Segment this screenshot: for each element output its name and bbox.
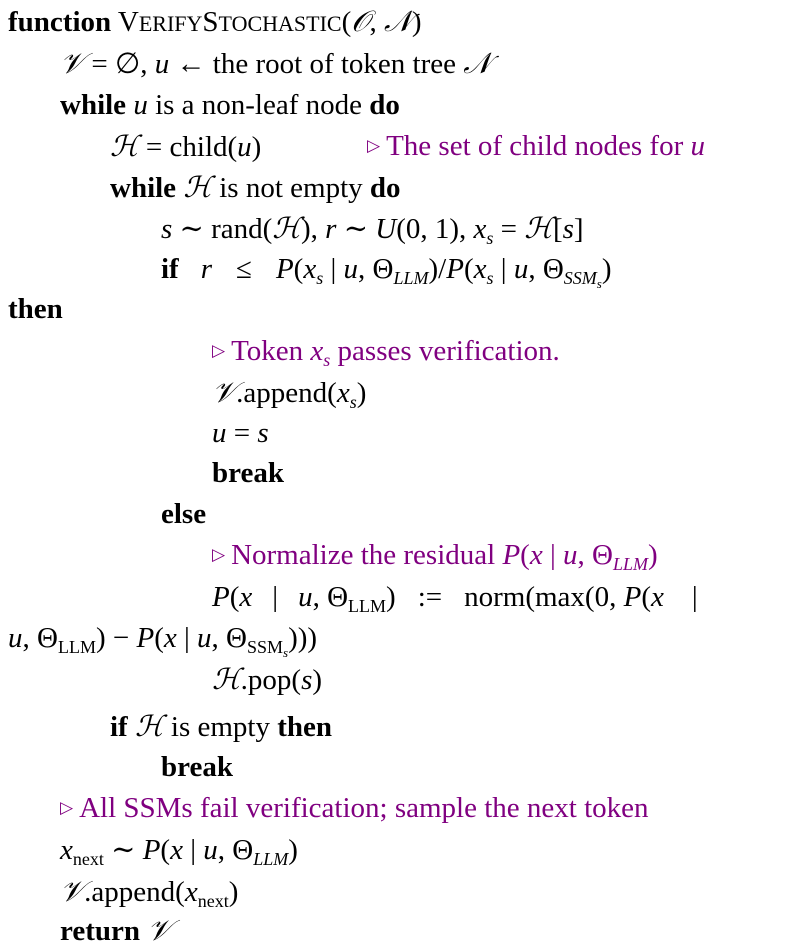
comment-triangle-icon: ▷ [212, 545, 226, 564]
function-args: (𝒪, 𝒩) [341, 4, 422, 38]
comment-normalize: ▷ Normalize the residual P(x | u, $\Theta_{LLM}$) [212, 539, 658, 574]
algo-line-4: while ℋ is not empty do [110, 170, 401, 204]
algo-line-8: $𝒱.append(x_s)$ [212, 375, 367, 412]
algo-line-1: 𝒱 = ∅, u ← the root of token tree 𝒩 [60, 46, 492, 80]
break-keyword-1: break [212, 457, 284, 489]
break-keyword-2: break [161, 751, 233, 783]
comment-triangle-icon: ▷ [367, 136, 381, 155]
function-keyword: function [8, 6, 112, 38]
then-keyword: then [8, 293, 63, 325]
algo-line-9: u = s [212, 417, 269, 449]
comment-triangle-icon: ▷ [212, 341, 226, 360]
function-name: VERIFYSTOCHASTIC [117, 6, 342, 38]
algo-line-2: while u is a non-leaf node do [60, 89, 400, 121]
algo-line-3: ℋ = child(u) [110, 129, 262, 163]
algo-line-18: $x_{next}$ ∼ P(x | u, $\Theta_{LLM}$) [60, 834, 298, 869]
algo-line-13a: P(x | u, $\Theta_{LLM}$) := norm(max(0, P(x | [212, 581, 698, 616]
comment-triangle-icon: ▷ [60, 798, 74, 817]
comment-token-passes: ▷ Token $x_s$ passes verification. [212, 335, 560, 370]
function-header [8, 4, 422, 41]
algo-line-19: $𝒱.append(x_{next})$ [60, 874, 239, 911]
algo-line-14: ℋ.pop(s) [212, 662, 323, 696]
algo-line-15: if ℋ is empty then [110, 709, 333, 743]
else-keyword: else [161, 498, 207, 530]
algo-line-5: s ∼ rand(ℋ), r ∼ U(0, 1), $x_s$ = ℋ[s] [161, 211, 584, 248]
algo-line-20: return 𝒱 [60, 913, 172, 947]
comment-all-fail: ▷ All SSMs fail verification; sample the next token [60, 792, 649, 824]
algo-line-6: if $r \le P(x_s$ | u, $\Theta_{LLM})/P(x_s$ | u, $\Theta_{SSM_s}$) [161, 253, 612, 291]
comment-child-nodes: ▷ The set of child nodes for u [367, 130, 705, 162]
algo-line-13b: u, $\Theta_{LLM}) - P(x$ | u, $\Theta_{SSM_s}$))) [8, 622, 318, 660]
